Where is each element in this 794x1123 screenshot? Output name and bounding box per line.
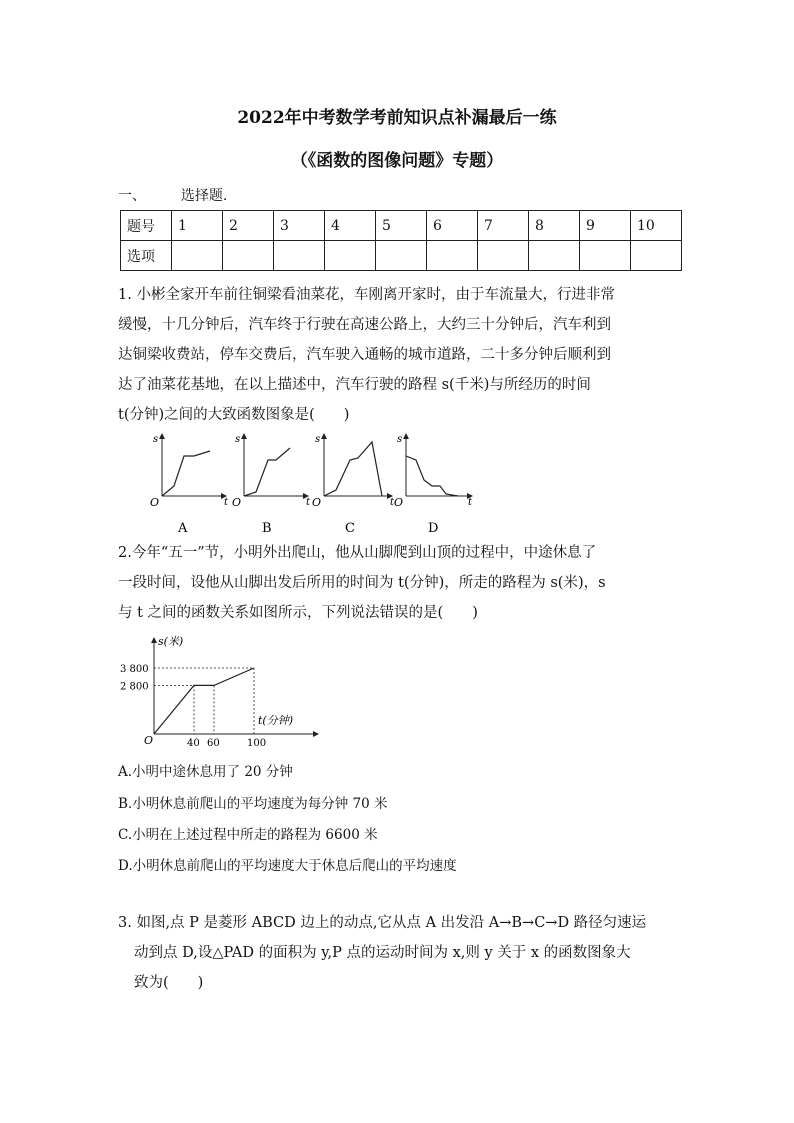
axis-label-t: t <box>468 497 473 508</box>
question-2-chart <box>118 632 328 750</box>
x-tick-label: 60 <box>207 738 220 749</box>
text-line: 3. 如图,点 P 是菱形 ABCD 边上的动点,它从点 A 出发沿 A→B→C→D 路径匀速运 <box>118 915 647 931</box>
question-2-text <box>118 538 678 628</box>
answer-cell[interactable] <box>325 241 376 271</box>
question-number-cell: 3 <box>274 211 325 241</box>
table-header-cell: 选项 <box>121 241 172 271</box>
choice-label: D <box>428 521 439 536</box>
text-line: 缓慢，十几分钟后，汽车终于行驶在高速公路上，大约三十分钟后，汽车利到 <box>118 317 611 333</box>
question-number-cell: 10 <box>631 211 682 241</box>
question-number-cell: 2 <box>223 211 274 241</box>
choice-label: B <box>262 521 272 536</box>
axis-label-t: t <box>390 497 395 508</box>
question-number-cell: 1 <box>172 211 223 241</box>
section-heading <box>118 185 227 205</box>
axis-label-t: t <box>306 497 311 508</box>
graph-curve <box>162 451 210 496</box>
table-row <box>121 211 682 241</box>
question-number-cell: 4 <box>325 211 376 241</box>
x-tick-label: 40 <box>187 738 200 749</box>
origin-label: O <box>150 496 160 509</box>
table-row <box>121 241 682 271</box>
answer-cell[interactable] <box>427 241 478 271</box>
x-tick-label: 100 <box>247 738 267 749</box>
question-number-cell: 6 <box>427 211 478 241</box>
y-axis-label: s(米) <box>158 635 184 648</box>
origin-label: O <box>394 496 404 509</box>
graph-curve <box>406 456 458 496</box>
origin-label: O <box>232 496 242 509</box>
question-number-cell: 7 <box>478 211 529 241</box>
section-label: 选择题. <box>180 188 228 204</box>
graph-curve <box>244 448 290 496</box>
axis-label-s: s <box>153 434 159 445</box>
axis-label-s: s <box>397 434 403 445</box>
graph-d <box>394 434 473 536</box>
text-line: 1. 小彬全家开车前往铜梁看油菜花，车刚离开家时，由于车流量大，行进非常 <box>118 287 615 303</box>
question-number-cell: 9 <box>580 211 631 241</box>
answer-cell[interactable] <box>376 241 427 271</box>
answer-cell[interactable] <box>529 241 580 271</box>
y-tick-label: 3 800 <box>120 664 149 675</box>
option-c[interactable]: C.小明在上述过程中所走的路程为 6600 米 <box>118 827 378 843</box>
question-1-graphs <box>140 428 480 538</box>
answer-cell[interactable] <box>478 241 529 271</box>
page-subtitle: （《函数的图像问题》专题） <box>290 151 504 171</box>
text-line: 2.今年“五一”节，小明外出爬山，他从山脚爬到山顶的过程中，中途休息了 <box>118 545 597 561</box>
answer-cell[interactable] <box>223 241 274 271</box>
option-b[interactable]: B.小明休息前爬山的平均速度为每分钟 70 米 <box>118 796 388 812</box>
answer-cell[interactable] <box>631 241 682 271</box>
answer-table <box>120 210 682 271</box>
page-title: 2022年中考数学考前知识点补漏最后一练 <box>237 108 557 128</box>
text-line: 一段时间，设他从山脚出发后所用的时间为 t(分钟)，所走的路程为 s(米)，s <box>118 575 606 591</box>
x-axis-label: t(分钟) <box>258 714 294 727</box>
text-line: 与 t 之间的函数关系如图所示，下列说法错误的是( ) <box>118 605 478 621</box>
graph-c <box>312 434 395 536</box>
question-3-text <box>118 908 678 998</box>
question-number-cell: 5 <box>376 211 427 241</box>
text-line: 达了油菜花基地，在以上描述中，汽车行驶的路程 s(千米)与所经历的时间 <box>118 377 591 393</box>
graph-curve <box>324 442 382 496</box>
answer-cell[interactable] <box>580 241 631 271</box>
text-line: 达铜梁收费站，停车交费后，汽车驶入通畅的城市道路，二十多分钟后顺利到 <box>118 347 611 363</box>
axis-label-s: s <box>315 434 321 445</box>
origin-label: O <box>144 734 154 747</box>
answer-cell[interactable] <box>172 241 223 271</box>
series-line <box>154 668 254 734</box>
axis-label-s: s <box>235 434 241 445</box>
section-number: 一、 <box>118 188 146 204</box>
graph-b <box>232 434 311 536</box>
axis-label-t: t <box>224 497 229 508</box>
table-header-cell: 题号 <box>121 211 172 241</box>
option-d[interactable]: D.小明休息前爬山的平均速度大于休息后爬山的平均速度 <box>118 858 457 874</box>
text-line: 致为( ) <box>134 975 204 991</box>
question-number-cell: 8 <box>529 211 580 241</box>
choice-label: C <box>345 521 355 536</box>
text-line: t(分钟)之间的大致函数图象是( ) <box>118 407 350 423</box>
graph-a <box>150 434 229 536</box>
text-line: 动到点 D,设△PAD 的面积为 y,P 点的运动时间为 x,则 y 关于 x 的函数图象大 <box>134 945 631 961</box>
origin-label: O <box>312 496 322 509</box>
choice-label: A <box>178 521 188 536</box>
y-tick-label: 2 800 <box>120 681 149 693</box>
answer-cell[interactable] <box>274 241 325 271</box>
option-a[interactable]: A.小明中途休息用了 20 分钟 <box>118 764 293 780</box>
question-1-text <box>118 280 678 430</box>
